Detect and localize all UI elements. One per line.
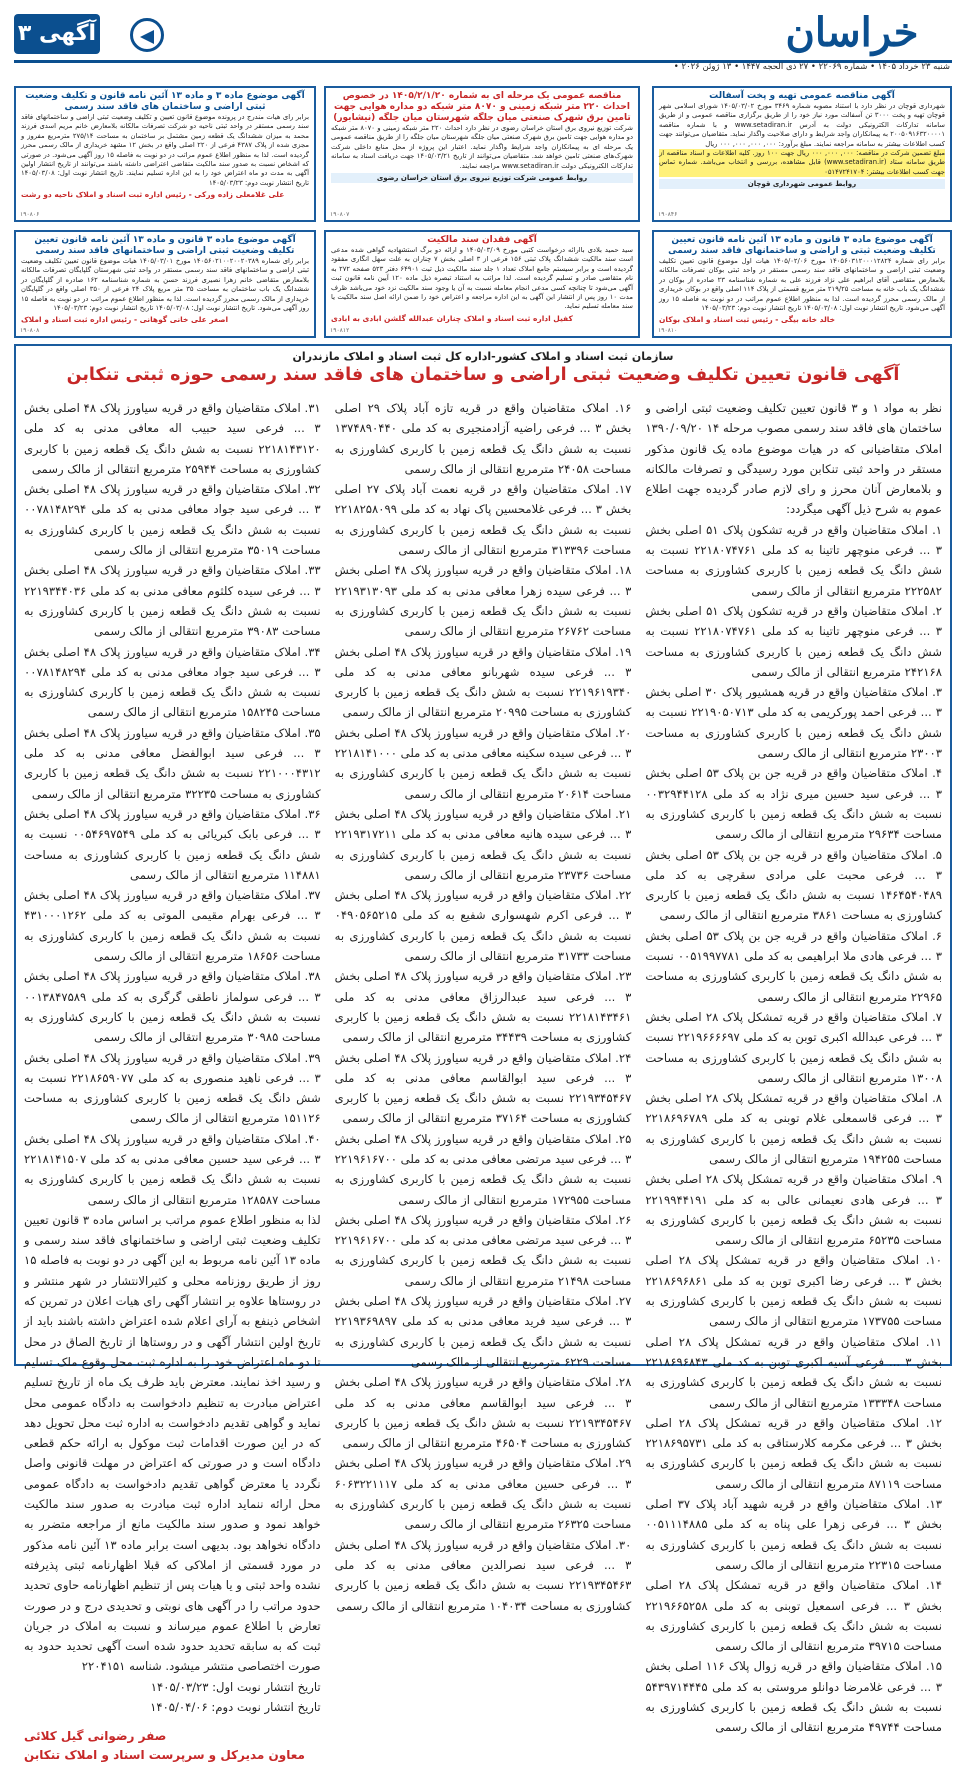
notice-item-location: املاک متقاضیان واقع در قریه تمشکل پلاک ۲۸ اصلی بخش ۳	[645, 1415, 942, 1451]
notice-item-number: ۱۱	[929, 1334, 942, 1349]
notice-item-text: فرعی سیده سکینه معافی مدنی به کد ملی ۲۲۱۸۱۴۱۰۰۰ نسبت به شش دانگ یک قطعه زمین با کاربری کشاورزی به مساحت ۲۰۶۱۴ مترمربع انتقالی از مالک رسمی	[334, 746, 632, 801]
notice-item-location: املاک متقاضیان واقع در قریه تمشکل پلاک ۲۸ اصلی بخش ۳	[645, 1334, 942, 1369]
notice-item: ۱۴. املاک متقاضیان واقع در قریه تمشکل پلاک ۲۸ اصلی بخش ۳ ... فرعی اسمعیل توبنی به کد ملی ۲۲۱۹۶۶۵۲۵۸ نسبت به شش دانگ یک قطعه زمین با کاربری کشاورزی به مساحت ۳۹۷۱۵ مترمربع انتقالی از مالک رسمی	[645, 1578, 942, 1654]
notice-item-text: فرعی سید ابوالفضل معافی مدنی به کد ملی ۲۲۱۰۰۰۴۳۱۲ نسبت به شش دانگ یک قطعه زمین با کاربری کشاورزی به مساحت ۳۲۲۳۵ مترمربع انتقالی از مالک رسمی	[23, 746, 321, 801]
notice-item-text: فرعی غلامرضا دوانلو مروستی به کد ملی ۵۴۳۹۷۱۴۴۴۵ نسبت به شش دانگ یک قطعه زمین با کاربری کشاورزی به مساحت ۴۹۷۴۴ مترمربع انتقالی از مالک رسمی	[645, 1679, 942, 1735]
notice-item: ۱۷. املاک متقاضیان واقع در قریه نعمت آباد پلاک ۲۷ اصلی بخش ۳ ... فرعی غلامحسین پاک نهاد به کد ملی ۲۲۱۸۲۵۸۰۹۹ نسبت به شش دانگ یک قطعه زمین با کاربری کشاورزی به مساحت ۳۱۳۳۹۶ مترمربع انتقالی از مالک رسمی	[334, 482, 632, 558]
notice-item-number: ۲۷	[618, 1294, 632, 1309]
notice-item-number: ۲۴	[618, 1050, 632, 1065]
notice-organization: سازمان ثبت اسناد و املاک کشور-اداره کل ثبت اسناد و املاک مازندران	[292, 350, 674, 363]
notice-item-number: ۳۹	[308, 1050, 321, 1065]
notice-item-number: ۳۵	[308, 725, 321, 740]
notice-item: ۳۳. املاک متقاضیان واقع در قریه سیاورز پلاک ۴۸ اصلی بخش ۳ ... فرعی سیده کلثوم معافی مدنی به کد ملی ۲۲۱۹۳۴۴۰۳۶ نسبت به شش دانگ یک قطعه زمین با کاربری کشاورزی به مساحت ۳۹۰۸۳ مترمربع انتقالی از مالک رسمی	[23, 563, 321, 639]
ad-code: ۱۹۰۸۴۶	[658, 211, 678, 218]
notice-item-text: فرعی محبت علی مرادی سقرچی به کد ملی ۱۴۶۴۵۴۰۴۸۹ نسبت به شش دانگ یک قطعه زمین با کاربری کشاورزی به مساحت ۳۸۶۱ مترمربع انتقالی از مالک رسمی	[645, 867, 942, 923]
notice-intro: نظر به مواد ۱ و ۳ قانون تعیین تکلیف وضعیت ثبتی اراضی و ساختمان های فاقد سند رسمی مصوب مرحله ۱۴ ۱۳۹۰/۰۹/۲۰ املاک متقاضیانی که در هیات موضوع ماده یک قانون مذکور مستقر در واحد ثبتی تنکابن مورد رسیدگی و تصرفات مالکانه و بلامعارض آنان محرز و رای لازم صادر گردیده جهت اطلاع عموم به شرح ذیل آگهی میگردد:	[645, 401, 943, 517]
notice-item-text: فرعی اسمعیل توبنی به کد ملی ۲۲۱۹۶۶۵۲۵۸ نسبت به شش دانگ یک قطعه زمین با کاربری کشاورزی به مساحت ۳۹۷۱۵ مترمربع انتقالی از مالک رسمی	[645, 1598, 942, 1654]
notice-item-location: املاک متقاضیان واقع در قریه سیاورز پلاک ۴۸ اصلی بخش ۳	[23, 644, 321, 679]
notice-item: ۲۸. املاک متقاضیان واقع در قریه سیاورز پلاک ۴۸ اصلی بخش ۳ ... فرعی سید ابوالقاسم معافی مدنی به کد ملی ۲۲۱۹۳۴۵۴۶۷ نسبت به شش دانگ یک قطعه زمین با کاربری کشاورزی به مساحت ۴۶۵۰۴ مترمربع انتقالی از مالک رسمی	[334, 1375, 632, 1451]
notice-item-location: املاک متقاضیان واقع در قریه سیاورز پلاک ۴۸ اصلی بخش ۳	[334, 1456, 632, 1491]
notice-item-number: ۸	[935, 1091, 942, 1106]
notice-item: ۱۱. املاک متقاضیان واقع در قریه تمشکل پلاک ۲۸ اصلی بخش ۳ ... فرعی آسیه اکبری توبن به کد ملی ۲۲۱۸۶۹۶۸۴۳ نسبت به شش دانگ یک قطعه زمین با کاربری کشاورزی به مساحت ۱۳۳۳۴۸ مترمربع انتقالی از مالک رسمی	[645, 1334, 942, 1410]
notice-item-text: فرعی سیده شهربانو معافی مدنی به کد ملی ۲۲۱۹۶۱۹۳۴۰ نسبت به شش دانگ یک قطعه زمین با کاربری کشاورزی به مساحت ۲۰۹۹۵ مترمربع انتقالی از مالک رسمی	[334, 664, 632, 720]
notice-signer	[24, 1727, 321, 1765]
notice-item-text: فرعی هادی نعیمانی عالی به کد ملی ۲۲۱۹۹۴۴۱۹۱ نسبت به شش دانگ یک قطعه زمین با کاربری کشاورزی به مساحت ۶۵۲۳۵ مترمربع انتقالی از مالک رسمی	[645, 1192, 942, 1248]
notice-date: تاریخ انتشار نوبت اول: ۱۴۰۵/۰۳/۲۳	[150, 1679, 321, 1694]
notice-item-text: فرعی سید عبدالرزاق معافی مدنی به کد ملی ۲۲۱۸۱۴۳۴۶۱ نسبت به شش دانگ یک قطعه زمین با کاربری کشاورزی به مساحت ۳۴۴۳۹ مترمربع انتقالی از مالک رسمی	[334, 989, 632, 1045]
notice-item: ۲. املاک متقاضیان واقع در قریه تشکون پلاک ۵۱ اصلی بخش ۳ ... فرعی منوچهر تاتینا به کد ملی ۲۲۱۸۰۷۴۷۶۱ نسبت به شش دانگ یک قطعه زمین با کاربری کشاورزی به مساحت ۲۴۲۱۶۸ مترمربع انتقالی از مالک رسمی	[645, 603, 943, 679]
ad-asphalt-tender	[652, 86, 952, 222]
ad-detail: مبلغ تضمین شرکت در مناقصه: ۰۰۰, ۰۰۰, ۰۰۰ ریال جهت ۱۰۰ روز. کلیه اطلاعات و اسناد مناقصه از طریق سامانه ستاد (www.setadiran.ir) قابل مشاهده، بررسی و انتخاب می‌باشد. شماره تماس جهت کسب اطلاعات بیشتر: ۰۵۱۴۷۲۴۱۷۰۴	[659, 149, 945, 176]
notice-item-number: ۱۵	[929, 1659, 942, 1674]
notice-item-location: املاک متقاضیان واقع در قریه تمشکل پلاک ۲۸ اصلی بخش ۳	[645, 1253, 942, 1288]
notice-item-number: ۳۴	[308, 644, 321, 659]
notice-item-location: املاک متقاضیان واقع در قریه تمشکل پلاک ۲۸ اصلی بخش ۳	[645, 1578, 942, 1613]
ad-title: مناقصه عمومی یک مرحله ای به شماره ۱۴۰۵/۲/۱/۲۰ در خصوص احداث ۲۲۰ متر شبکه زمینی و ۸۰۷۰ متر شبکه دو مداره هوایی جهت تامین برق شهرک صنعتی میان جلگه شهرستان میان جلگه (نیشابور)	[333, 91, 631, 123]
notice-item-number: ۲۸	[618, 1375, 632, 1390]
notice-item-number: ۲۶	[618, 1212, 632, 1227]
notice-item-text: فرعی راضیه آزادمنجیری به کد ملی ۱۳۷۴۸۹۰۴۴۰ نسبت به شش دانگ یک قطعه زمین با کاربری کشاورزی به مساحت ۲۴۰۵۸ مترمربع انتقالی از مالک رسمی	[334, 421, 632, 476]
notice-item-text: فرعی سید فرید معافی مدنی به کد ملی ۲۲۱۹۳۶۹۸۹۷ نسبت به شش دانگ یک قطعه زمین با کاربری کشاورزی به مساحت ۶۲۲۹ مترمربع انتقالی از مالک رسمی	[334, 1314, 632, 1369]
notice-item-location: املاک متقاضیان واقع در قریه سیاورز پلاک ۴۸ اصلی بخش ۳	[334, 888, 632, 923]
notice-item-location: املاک متقاضیان واقع در قریه تشکون پلاک ۵۱ اصلی بخش ۳	[645, 603, 942, 639]
notice-item-location: املاک متقاضیان واقع در قریه سیاورز پلاک ۴۸ اصلی بخش ۳	[334, 1212, 632, 1248]
notice-item: ۲۹. املاک متقاضیان واقع در قریه سیاورز پلاک ۴۸ اصلی بخش ۳ ... فرعی حسین معافی مدنی به کد ملی ۶۰۶۳۲۲۱۱۱۷ نسبت به شش دانگ یک قطعه زمین با کاربری کشاورزی به مساحت ۲۶۳۲۵ مترمربع انتقالی از مالک رسمی	[334, 1456, 632, 1532]
notice-item: ۳۲. املاک متقاضیان واقع در قریه سیاورز پلاک ۴۸ اصلی بخش ۳ ... فرعی سید جواد معافی مدنی به کد ملی ۰۰۷۸۱۴۸۲۹۴ نسبت به شش دانگ یک قطعه زمین با کاربری کشاورزی به مساحت ۳۵۰۱۹ مترمربع انتقالی از مالک رسمی	[23, 482, 321, 558]
notice-item-number: ۲۱	[618, 806, 632, 821]
notice-item-location: املاک متقاضیان واقع در قریه سیاورز پلاک ۴۸ اصلی بخش ۳	[23, 401, 321, 436]
notice-item-location: املاک متقاضیان واقع در قریه تشکون پلاک ۵۱ اصلی بخش ۳	[645, 522, 942, 558]
notice-item-location: املاک متقاضیان واقع در قریه سیاورز پلاک ۴۸ اصلی بخش ۳	[334, 1375, 632, 1410]
notice-item-text: فرعی رضا اکبری توبن به کد ملی ۲۲۱۸۶۹۶۸۶۱ نسبت به شش دانگ یک قطعه زمین با کاربری کشاورزی به مساحت ۱۷۳۷۵۵ مترمربع انتقالی از مالک رسمی	[645, 1273, 942, 1329]
ad-body: شرکت توزیع نیروی برق استان خراسان رضوی در نظر دارد احداث ۲۲۰ متر شبکه زمینی و ۸۰۷۰ متر شبکه دو مداره هوایی جهت تامین برق شهرک صنعتی میان جلگه شهرستان میان جلگه را از طریق مناقصه عمومی یک مرحله ای به پیمانکاران واجد شرایط واگذار نماید. اعتبار این پروژه از محل منابع داخلی شرکت شهرک‌های صنعتی تامین خواهد شد. متقاضیان می‌توانند از تاریخ ۱۴۰۵/۰۳/۲۱ جهت دریافت اسناد به سامانه تدارکات الکترونیکی دولت www.setadiran.ir مراجعه نمایند.	[331, 124, 633, 170]
notice-item: ۲۳. املاک متقاضیان واقع در قریه سیاورز پلاک ۴۸ اصلی بخش ۳ ... فرعی سید عبدالرزاق معافی مدنی به کد ملی ۲۲۱۸۱۴۳۴۶۱ نسبت به شش دانگ یک قطعه زمین با کاربری کشاورزی به مساحت ۳۴۴۳۹ مترمربع انتقالی از مالک رسمی	[334, 969, 632, 1045]
notice-item-location: املاک متقاضیان واقع در قریه سیاورز پلاک ۴۸ اصلی بخش ۳	[334, 1131, 632, 1166]
notice-item: ۱. املاک متقاضیان واقع در قریه تشکون پلاک ۵۱ اصلی بخش ۳ ... فرعی منوچهر تاتینا به کد ملی ۲۲۱۸۰۷۴۷۶۱ نسبت به شش دانگ یک قطعه زمین با کاربری کشاورزی به مساحت ۲۲۲۵۸۲ مترمربع انتقالی از مالک رسمی	[645, 522, 943, 598]
notice-item-location: املاک متقاضیان واقع در قریه سیاورز پلاک ۴۸ اصلی بخش ۳	[334, 1294, 632, 1329]
notice-item: ۱۶. املاک متقاضیان واقع در قریه تازه آباد پلاک ۲۹ اصلی بخش ۳ ... فرعی راضیه آزادمنجیری به کد ملی ۱۳۷۴۸۹۰۴۴۰ نسبت به شش دانگ یک قطعه زمین با کاربری کشاورزی به مساحت ۲۴۰۵۸ مترمربع انتقالی از مالک رسمی	[334, 401, 632, 476]
notice-item-location: املاک متقاضیان واقع در قریه سیاورز پلاک ۴۸ اصلی بخش ۳	[334, 1050, 632, 1085]
notice-item-text: فرعی سیده زهرا معافی مدنی به کد ملی ۲۲۱۹۳۱۳۰۹۳ نسبت به شش دانگ یک قطعه زمین با کاربری کشاورزی به مساحت ۲۶۷۶۲ مترمربع انتقالی از مالک رسمی	[334, 583, 632, 639]
notice-item-text: فرعی سید جواد معافی مدنی به کد ملی ۰۰۷۸۱۴۸۲۹۴ نسبت به شش دانگ یک قطعه زمین با کاربری کشاورزی به مساحت ۳۵۰۱۹ مترمربع انتقالی از مالک رسمی	[23, 502, 321, 558]
notice-item: ۵. املاک متقاضیان واقع در قریه جن بن پلاک ۵۳ اصلی بخش ۳ ... فرعی محبت علی مرادی سقرچی به کد ملی ۱۴۶۴۵۴۰۴۸۹ نسبت به شش دانگ یک قطعه زمین با کاربری کشاورزی به مساحت ۳۸۶۱ مترمربع انتقالی از مالک رسمی	[645, 847, 942, 923]
notice-item-location: املاک متقاضیان واقع در قریه جن بن پلاک ۵۳ اصلی بخش ۳	[645, 766, 942, 801]
notice-item: ۱۲. املاک متقاضیان واقع در قریه تمشکل پلاک ۲۸ اصلی بخش ۳ ... فرعی مکرمه کلارستاقی به کد ملی ۲۲۱۸۶۹۵۷۳۱ نسبت به شش دانگ یک قطعه زمین با کاربری کشاورزی به مساحت ۸۷۱۱۹ مترمربع انتقالی از مالک رسمی	[645, 1415, 942, 1491]
ad-title: آگهی فقدان سند مالکیت	[427, 235, 537, 245]
notice-item-text: فرعی سید حسین معافی مدنی به کد ملی ۲۲۱۸۱۴۱۵۰۷ نسبت به شش دانگ یک قطعه زمین با کاربری کشاورزی به مساحت ۱۲۸۵۸۷ مترمربع انتقالی از مالک رسمی	[23, 1151, 321, 1207]
notice-item: ۴۰. املاک متقاضیان واقع در قریه سیاورز پلاک ۴۸ اصلی بخش ۳ ... فرعی سید حسین معافی مدنی به کد ملی ۲۲۱۸۱۴۱۵۰۷ نسبت به شش دانگ یک قطعه زمین با کاربری کشاورزی به مساحت ۱۲۸۵۸۷ مترمربع انتقالی از مالک رسمی	[23, 1131, 321, 1207]
notice-item-text: فرعی سید ابوالقاسم معافی مدنی به کد ملی ۲۲۱۹۳۴۵۴۶۷ نسبت به شش دانگ یک قطعه زمین با کاربری کشاورزی به مساحت ۳۷۱۶۴ مترمربع انتقالی از مالک رسمی	[334, 1070, 632, 1126]
notice-item-location: املاک متقاضیان واقع در قریه سیاورز پلاک ۴۸ اصلی بخش ۳	[23, 563, 321, 598]
masthead	[0, 0, 966, 78]
notice-item-location: املاک متقاضیان واقع در قریه سیاورز پلاک ۴۸ اصلی بخش ۳	[334, 563, 632, 598]
notice-item-number: ۳	[935, 685, 942, 700]
notice-item-location: املاک متقاضیان واقع در قریه سیاورز پلاک ۴۸ اصلی بخش ۳	[334, 725, 632, 761]
notice-item-number: ۳۲	[308, 482, 321, 497]
notice-item-location: املاک متقاضیان واقع در قریه سیاورز پلاک ۴۸ اصلی بخش ۳	[23, 1050, 321, 1085]
notice-item-number: ۲۵	[618, 1131, 632, 1146]
ad-body: شهرداری قوچان در نظر دارد با استناد مصوبه شماره ۳۴۶۹ مورخ ۱۴۰۵/۰۳/۰۲ شورای اسلامی شهر قوچان تهیه و پخت ۳۰۰۰ تن آسفالت مورد نیاز خود را از طریق برگزاری مناقصه عمومی و از طریق سامانه تدارکات الکترونیکی دولت به آدرس www.setadiran.ir و با شماره مناقصه ۲۰۰۵۰۹۱۶۳۲۰۰۰۰۱ به پیمانکاران واجد شرایط و دارای صلاحیت واگذار نماید. متقاضیان می‌توانند جهت کسب اطلاعات بیشتر به سامانه مراجعه نمایند. مبلغ برآورد: ۰۰۰, ۰۰۰, ۰۰۰, ۰۰۰ ریال	[659, 102, 946, 148]
notice-item-text: فرعی سید نصرالدین معافی مدنی به کد ملی ۲۲۱۹۳۴۵۴۶۳ نسبت به شش دانگ یک قطعه زمین با کاربری کشاورزی به مساحت ۱۰۴۰۳۴ مترمربع انتقالی از مالک رسمی	[334, 1557, 632, 1613]
notice-item-location: املاک متقاضیان واقع در قریه سیاورز پلاک ۴۸ اصلی بخش ۳	[23, 482, 321, 517]
ad-registry-golpayegan	[14, 230, 316, 338]
notice-item: ۳۴. املاک متقاضیان واقع در قریه سیاورز پلاک ۴۸ اصلی بخش ۳ ... فرعی سید جواد معافی مدنی به کد ملی ۰۰۷۸۱۴۸۲۹۴ نسبت به شش دانگ یک قطعه زمین با کاربری کشاورزی به مساحت ۱۵۸۲۴۵ مترمربع انتقالی از مالک رسمی	[23, 644, 321, 720]
notice-column-middle	[334, 398, 632, 1613]
notice-item-number: ۴	[935, 766, 942, 781]
notice-item: ۹. املاک متقاضیان واقع در قریه تمشکل پلاک ۲۸ اصلی بخش ۳ ... فرعی هادی نعیمانی عالی به کد ملی ۲۲۱۹۹۴۴۱۹۱ نسبت به شش دانگ یک قطعه زمین با کاربری کشاورزی به مساحت ۶۵۲۳۵ مترمربع انتقالی از مالک رسمی	[645, 1172, 942, 1248]
notice-item-text: فرعی قاسمعلی غلام توبنی به کد ملی ۲۲۱۸۶۹۶۷۸۹ نسبت به شش دانگ یک قطعه زمین با کاربری کشاورزی به مساحت ۱۹۴۲۵۵ مترمربع انتقالی از مالک رسمی	[645, 1111, 942, 1166]
ad-body: سید حمید بلادی باارائه درخواست کتبی مورخ ۱۴۰۵/۰۳/۰۹ و ارائه دو برگ استشهادیه گواهی شده مدعی است سند مالکیت ششدانگ پلاک ثبتی ۱۵۶ فرعی از ۳ اصلی بخش ۷ چناران به علت سهل انگاری مفقود گردیده است و برابر سیستم جامع املاک تعداد ۱ جلد سند مالکیت ذیل ثبت ۶۴۹۰۱ دفتر ۵۲۳ صفحه ۲۷۲ به نام متقاضی صادر و تسلیم گردیده است. لذا مراتب به استناد تبصره ذیل ماده ۱۲۰ آیین نامه قانون ثبت آگهی می‌شود تا چنانچه کسی مدعی انجام معامله نسبت به آن یا وجود سند مالکیت نزد خود می‌باشد ظرف مدت ۱۰ روز پس از انتشار این آگهی به این اداره مراجعه و اعتراض خود را ضمن ارائه اصل سند مالکیت یا سند معامله تسلیم نماید.	[331, 246, 633, 311]
notice-item: ۲۴. املاک متقاضیان واقع در قریه سیاورز پلاک ۴۸ اصلی بخش ۳ ... فرعی سید ابوالقاسم معافی مدنی به کد ملی ۲۲۱۹۳۴۵۴۶۷ نسبت به شش دانگ یک قطعه زمین با کاربری کشاورزی به مساحت ۳۷۱۶۴ مترمربع انتقالی از مالک رسمی	[334, 1050, 632, 1126]
notice-item-number: ۱۳	[929, 1497, 942, 1512]
notice-item-location: املاک متقاضیان واقع در قریه سیاورز پلاک ۴۸ اصلی بخش ۳	[23, 969, 321, 1004]
notice-item-text: فرعی غلامحسین پاک نهاد به کد ملی ۲۲۱۸۲۵۸۰۹۹ نسبت به شش دانگ یک قطعه زمین با کاربری کشاورزی به مساحت ۳۱۳۳۹۶ مترمربع انتقالی از مالک رسمی	[334, 502, 632, 558]
notice-item-location: املاک متقاضیان واقع در قریه تمشکل پلاک ۲۸ اصلی بخش ۳	[645, 1091, 942, 1126]
notice-item-text: فرعی بهرام مقیمی الموتی به کد ملی ۴۳۱۰۰۰۱۲۶۲ نسبت به شش دانگ یک قطعه زمین با کاربری کشاورزی به مساحت ۱۸۶۵۶ مترمربع انتقالی از مالک رسمی	[23, 908, 321, 964]
notice-item-location: املاک متقاضیان واقع در قریه سیاورز پلاک ۴۸ اصلی بخش ۳	[23, 1131, 321, 1166]
signer-name: صفر رضوانی گیل کلائی	[23, 1729, 167, 1744]
notice-item-text: فرعی بابک کبریائی به کد ملی ۰۰۵۴۶۹۷۵۴۹ نسبت به شش دانگ یک قطعه زمین با کاربری کشاورزی به مساحت ۱۱۴۸۸۱ مترمربع انتقالی از مالک رسمی	[23, 827, 321, 882]
notice-item: ۸. املاک متقاضیان واقع در قریه تمشکل پلاک ۲۸ اصلی بخش ۳ ... فرعی قاسمعلی غلام توبنی به کد ملی ۲۲۱۸۶۹۶۷۸۹ نسبت به شش دانگ یک قطعه زمین با کاربری کشاورزی به مساحت ۱۹۴۲۵۵ مترمربع انتقالی از مالک رسمی	[645, 1091, 942, 1166]
notice-item-text: فرعی حسین معافی مدنی به کد ملی ۶۰۶۳۲۲۱۱۱۷ نسبت به شش دانگ یک قطعه زمین با کاربری کشاورزی به مساحت ۲۶۳۲۵ مترمربع انتقالی از مالک رسمی	[334, 1476, 632, 1532]
ad-signature: کفیل اداره ثبت اسناد و املاک چناران عبدالله گلشن ابادی به ابادی	[331, 313, 573, 323]
notice-item-text: فرعی اکرم شهسواری شفیع به کد ملی ۰۴۹۰۵۶۵۲۱۵ نسبت به شش دانگ یک قطعه زمین با کاربری کشاورزی به مساحت ۳۱۷۳۳ مترمربع انتقالی از مالک رسمی	[334, 908, 632, 964]
notice-item-number: ۳۰	[618, 1537, 632, 1552]
notice-item-number: ۳۶	[308, 806, 321, 821]
newspaper-logo: خراسان	[752, 10, 952, 56]
notice-item-number: ۵	[935, 847, 942, 862]
issue-line: شنبه ۲۳ خرداد ۱۴۰۵ • شماره ۲۲۰۶۹ • ۲۷ ذی الحجه ۱۴۴۷ • ۱۳ ژوئن ۲۰۲۶ •	[673, 62, 950, 72]
notice-item-number: ۲۹	[618, 1456, 632, 1471]
ad-body: برابر رای شماره ۱۴۰۵۶۰۲۱۰۰۲۰۰۲۰۳۸۹ مورخ ۱۴۰۵/۰۳/۰۱ هیات موضوع قانون تعیین تکلیف وضعیت ثبتی اراضی و ساختمانهای فاقد سند رسمی مستقر در واحد ثبتی شهرستان گلپایگان تصرفات مالکانه بلامعارض متقاضی خانم زهرا نصیری فرزند حسن به شماره شناسنامه ۱۶۲ صادره از گلپایگان در ششدانگ یک باب ساختمان به مساحت ۳۵ متر مربع پلاک ۲۴ فرعی از ۳۵۰ اصلی واقع در گلپایگان خریداری از مالک رسمی محرز گردیده است. لذا به منظور اطلاع عموم مراتب در دو نوبت به فاصله ۱۵ روز آگهی می‌شود. تاریخ انتشار نوبت اول: ۱۴۰۵/۰۳/۰۸ تاریخ انتشار نوبت دوم: ۱۴۰۵/۰۳/۲۳	[21, 257, 310, 313]
notice-item-location: املاک متقاضیان واقع در قریه سیاورز پلاک ۴۸ اصلی بخش ۳	[23, 725, 321, 761]
section-badge	[14, 14, 100, 54]
notice-item: ۲۶. املاک متقاضیان واقع در قریه سیاورز پلاک ۴۸ اصلی بخش ۳ ... فرعی سید مرتضی معافی مدنی به کد ملی ۲۲۱۹۶۱۶۷۰۰ نسبت به شش دانگ یک قطعه زمین با کاربری کشاورزی به مساحت ۲۱۴۹۸ مترمربع انتقالی از مالک رسمی	[334, 1212, 632, 1288]
notice-item-text: فرعی سید مرتضی معافی مدنی به کد ملی ۲۲۱۹۶۱۶۷۰۰ نسبت به شش دانگ یک قطعه زمین با کاربری کشاورزی به مساحت ۱۷۲۹۵۵ مترمربع انتقالی از مالک رسمی	[334, 1151, 632, 1207]
megaphone-icon	[130, 18, 164, 52]
notice-item: ۱۹. املاک متقاضیان واقع در قریه سیاورز پلاک ۴۸ اصلی بخش ۳ ... فرعی سیده شهربانو معافی مدنی به کد ملی ۲۲۱۹۶۱۹۳۴۰ نسبت به شش دانگ یک قطعه زمین با کاربری کشاورزی به مساحت ۲۰۹۹۵ مترمربع انتقالی از مالک رسمی	[334, 644, 632, 720]
notice-item-number: ۳۸	[308, 969, 321, 984]
notice-item-location: املاک متقاضیان واقع در قریه همشیور پلاک ۳۰ اصلی بخش ۳	[645, 685, 942, 720]
notice-item-number: ۱۶	[618, 401, 632, 415]
notice-column-left	[23, 398, 321, 1763]
ad-title: آگهی موضوع ماده ۳ قانون و ماده ۱۳ آئین نامه قانون تعیین تکلیف وضعیت ثبتی و اراضی و ساختمانهای فاقد سند رسمی	[668, 235, 936, 256]
notice-item-location: املاک متقاضیان واقع در قریه نعمت آباد پلاک ۲۷ اصلی بخش ۳	[334, 482, 632, 517]
notice-item-number: ۲۲	[618, 888, 632, 903]
section-label: آگهی	[38, 21, 97, 46]
notice-item-number: ۳۷	[308, 888, 321, 903]
notice-item-text: فرعی مکرمه کلارستاقی به کد ملی ۲۲۱۸۶۹۵۷۳۱ نسبت به شش دانگ یک قطعه زمین با کاربری کشاورزی به مساحت ۸۷۱۱۹ مترمربع انتقالی از مالک رسمی	[645, 1436, 942, 1491]
notice-item: ۲۵. املاک متقاضیان واقع در قریه سیاورز پلاک ۴۸ اصلی بخش ۳ ... فرعی سید مرتضی معافی مدنی به کد ملی ۲۲۱۹۶۱۶۷۰۰ نسبت به شش دانگ یک قطعه زمین با کاربری کشاورزی به مساحت ۱۷۲۹۵۵ مترمربع انتقالی از مالک رسمی	[334, 1131, 632, 1207]
notice-item-number: ۶	[935, 928, 942, 943]
notice-item: ۳۰. املاک متقاضیان واقع در قریه سیاورز پلاک ۴۸ اصلی بخش ۳ ... فرعی سید نصرالدین معافی مدنی به کد ملی ۲۲۱۹۳۴۵۴۶۳ نسبت به شش دانگ یک قطعه زمین با کاربری کشاورزی به مساحت ۱۰۴۰۳۴ مترمربع انتقالی از مالک رسمی	[334, 1537, 632, 1613]
ad-code: ۱۹۰۸۰۸	[20, 327, 40, 334]
notice-item-location: املاک متقاضیان واقع در قریه سیاورز پلاک ۴۸ اصلی بخش ۳	[334, 969, 632, 1004]
notice-item: ۱۵. املاک متقاضیان واقع در قریه زوال پلاک ۱۱۶ اصلی بخش ۳ ... فرعی غلامرضا دوانلو مروستی به کد ملی ۵۴۳۹۷۱۴۴۴۵ نسبت به شش دانگ یک قطعه زمین با کاربری کشاورزی به مساحت ۴۹۷۴۴ مترمربع انتقالی از مالک رسمی	[645, 1659, 942, 1735]
notice-closing: لذا به منظور اطلاع عموم مراتب بر اساس ماده ۳ قانون تعیین تکلیف وضعیت ثبتی اراضی و ساختمانهای فاقد سند رسمی و ماده ۱۳ آئین نامه مربوط به این آگهی در دو نوبت به فاصله ۱۵ روز از طریق روزنامه محلی و کثیرالانتشار در شهر منتشر و در روستاها علاوه بر انتشار آگهی رای هیات اعلان در تمرین که اشخاص ذینفع به آرای اعلام شده اعتراض داشته باشند باید از تاریخ اولین انتشار آگهی و در روستاها از تاریخ الصاق در محل تا دو ماه اعتراض خود را به اداره ثبت محل وقوع ملک تسلیم و رسید اخذ نمایند. معترض باید ظرف یک ماه از تاریخ تسلیم اعتراض مبادرت به تنظیم دادخواست به دادگاه عمومی محل نماید و گواهی تقدیم دادخواست به اداره ثبت محل تحویل دهد که در این صورت اقدامات ثبت موکول به ارائه حکم قطعی دادگاه است و در صورتی که اعتراض در مهلت قانونی واصل نگردد یا معترض گواهی تقدیم دادخواست به دادگاه عمومی محل ارائه ننماید اداره ثبت مبادرت به صدور سند مالکیت خواهد نمود و صدور سند مالکیت مانع از مراجعه متضرر به دادگاه نخواهد بود. بدیهی است برابر ماده ۱۳ آئین نامه مذکور در مورد قسمتی از املاکی که قبلا اظهارنامه ثبتی پذیرفته نشده واحد ثبتی و یا هیات پس از تنظیم اظهارنامه حاوی تحدید حدود مراتب را در آگهی های نوبتی و تحدیدی درج و در صورت تعارض با اطلاع عموم میرساند و نسبت به املاک در جریان ثبت که به سابقه تحدید حدود شده است آگهی تحدید حدود به صورت اختصاصی منتشر میشود. شناسه ۲۲۰۴۱۵۱	[23, 1212, 321, 1674]
notice-item-number: ۱۲	[929, 1415, 942, 1430]
notice-item-number: ۱۰	[929, 1253, 942, 1268]
notice-item: ۳۵. املاک متقاضیان واقع در قریه سیاورز پلاک ۴۸ اصلی بخش ۳ ... فرعی سید ابوالفضل معافی مدنی به کد ملی ۲۲۱۰۰۰۴۳۱۲ نسبت به شش دانگ یک قطعه زمین با کاربری کشاورزی به مساحت ۳۲۲۳۵ مترمربع انتقالی از مالک رسمی	[23, 725, 321, 801]
ad-signature: روابط عمومی شرکت توزیع نیروی برق استان خراسان رضوی	[331, 173, 633, 183]
notice-item-number: ۲۰	[618, 725, 632, 740]
notice-item: ۲۲. املاک متقاضیان واقع در قریه سیاورز پلاک ۴۸ اصلی بخش ۳ ... فرعی اکرم شهسواری شفیع به کد ملی ۰۴۹۰۵۶۵۲۱۵ نسبت به شش دانگ یک قطعه زمین با کاربری کشاورزی به مساحت ۳۱۷۳۳ مترمربع انتقالی از مالک رسمی	[334, 888, 632, 964]
notice-item-text: فرعی سید حسین میری نژاد به کد ملی ۰۰۳۲۹۴۴۱۲۸ نسبت به شش دانگ یک قطعه زمین با کاربری کشاورزی به مساحت ۲۹۶۳۴ مترمربع انتقالی از مالک رسمی	[645, 786, 942, 842]
ad-title: آگهی مناقصه عمومی تهیه و پخت آسفالت	[709, 91, 895, 101]
notice-item: ۳. املاک متقاضیان واقع در قریه همشیور پلاک ۳۰ اصلی بخش ۳ ... فرعی احمد پورکریمی به کد ملی ۲۲۱۹۰۵۰۷۱۳ نسبت به شش دانگ یک قطعه زمین با کاربری کشاورزی به مساحت ۲۳۰۰۳ مترمربع انتقالی از مالک رسمی	[645, 685, 942, 761]
ad-signature: علی غلامعلی زاده ورکی - رئیس اداره ثبت اسناد و املاک ناحیه دو رشت	[21, 190, 285, 200]
ad-body: برابر رای هیات مندرج در پرونده موضوع قانون تعیین و تکلیف وضعیت ثبتی اراضی و ساختمانهای فاقد سند رسمی مستقر در واحد ثبتی ناحیه دو شرکت تصرفات مالکانه بلامعارض خانم مریم اسدی فرزند محمد به میزان ششدانگ یک قطعه زمین مشتمل بر ساختمان به مساحت ۲۷۵/۱۴ مترمربع مفروز و مجزی شده از پلاک ۴۳۸۷ فرعی از ۲۲۰ اصلی واقع در بخش ۱۲ مشهد خریداری از مالک رسمی محرز گردیده است. لذا به منظور اطلاع عموم مراتب در دو نوبت به فاصله ۱۵ روز آگهی می‌شود. در صورتی که اشخاص نسبت به صدور سند مالکیت متقاضی اعتراضی داشته باشند می‌توانند از تاریخ انتشار اولین آگهی به مدت دو ماه اعتراض خود را به این اداره تسلیم نمایند. تاریخ انتشار نوبت اول: ۱۴۰۵/۰۳/۰۸ تاریخ انتشار نوبت دوم: ۱۴۰۵/۰۳/۲۳	[21, 113, 310, 187]
ad-body: برابر رای شماره ۱۴۰۵۶۰۳۱۲۰۰۰۱۲۸۲۴ مورخ ۱۴۰۵/۰۲/۰۶ هیات اول موضوع قانون تعیین تکلیف وضعیت ثبتی اراضی و ساختمانهای فاقد سند رسمی مستقر در واحد ثبتی بوکان تصرفات مالکانه بلامعارض متقاضی آقای ابراهیم علی نژاد فرزند علی به شماره شناسنامه ۲۳ صادره از بوکان در ششدانگ یک باب خانه به مساحت ۲۱۹/۲۵ متر مربع قسمتی از پلاک ۱۱۴ اصلی واقع در بوکان خریداری از مالک رسمی محرز گردیده است. لذا به منظور اطلاع عموم مراتب در دو نوبت به فاصله ۱۵ روز آگهی می‌شود. تاریخ انتشار نوبت اول: ۱۴۰۵/۰۳/۰۸ تاریخ انتشار نوبت دوم: ۱۴۰۵/۰۳/۲۳	[659, 257, 946, 313]
notice-item: ۱۰. املاک متقاضیان واقع در قریه تمشکل پلاک ۲۸ اصلی بخش ۳ ... فرعی رضا اکبری توبن به کد ملی ۲۲۱۸۶۹۶۸۶۱ نسبت به شش دانگ یک قطعه زمین با کاربری کشاورزی به مساحت ۱۷۳۷۵۵ مترمربع انتقالی از مالک رسمی	[645, 1253, 942, 1329]
notice-item-text: فرعی سیده کلثوم معافی مدنی به کد ملی ۲۲۱۹۳۴۴۰۳۶ نسبت به شش دانگ یک قطعه زمین با کاربری کشاورزی به مساحت ۳۹۰۸۳ مترمربع انتقالی از مالک رسمی	[23, 583, 321, 639]
notice-date: تاریخ انتشار نوبت دوم: ۱۴۰۵/۰۴/۰۶	[150, 1700, 321, 1714]
notice-item-location: املاک متقاضیان واقع در قریه سیاورز پلاک ۴۸ اصلی بخش ۳	[334, 806, 632, 842]
main-notice-header	[16, 346, 950, 387]
notice-item-location: املاک متقاضیان واقع در قریه سیاورز پلاک ۴۸ اصلی بخش ۳	[334, 1537, 632, 1572]
notice-item: ۷. املاک متقاضیان واقع در قریه تمشکل پلاک ۲۸ اصلی بخش ۳ ... فرعی عبدالله اکبری توبن به کد ملی ۲۲۱۹۶۶۶۶۹۷ نسبت به شش دانگ یک قطعه زمین با کاربری کشاورزی به مساحت ۱۳۰۰۸ مترمربع انتقالی از مالک رسمی	[645, 1009, 942, 1085]
ad-signature: اصغر علی خانی گوهانی - رئیس اداره ثبت اسناد و املاک	[21, 315, 229, 325]
notice-item-text: فرعی عبدالله اکبری توبن به کد ملی ۲۲۱۹۶۶۶۶۹۷ نسبت به شش دانگ یک قطعه زمین با کاربری کشاورزی به مساحت ۱۳۰۰۸ مترمربع انتقالی از مالک رسمی	[645, 1030, 942, 1085]
notice-item-location: املاک متقاضیان واقع در قریه شهید آباد پلاک ۳۷ اصلی بخش ۳	[645, 1497, 942, 1532]
notice-item-text: فرعی احمد پورکریمی به کد ملی ۲۲۱۹۰۵۰۷۱۳ نسبت به شش دانگ یک قطعه زمین با کاربری کشاورزی به مساحت ۲۳۰۰۳ مترمربع انتقالی از مالک رسمی	[645, 705, 942, 761]
page-number: ۳	[17, 21, 32, 46]
notice-item: ۳۱. املاک متقاضیان واقع در قریه سیاورز پلاک ۴۸ اصلی بخش ۳ ... فرعی سید حبیب اله معافی مدنی به کد ملی ۲۲۱۸۱۴۳۱۲۰ نسبت به شش دانگ یک قطعه زمین با کاربری کشاورزی به مساحت ۲۵۹۴۴ مترمربع انتقالی از مالک رسمی	[23, 401, 321, 476]
notice-item-number: ۳۳	[308, 563, 321, 578]
notice-item: ۲۱. املاک متقاضیان واقع در قریه سیاورز پلاک ۴۸ اصلی بخش ۳ ... فرعی سیده هانیه معافی مدنی به کد ملی ۲۲۱۹۳۱۷۲۱۱ نسبت به شش دانگ یک قطعه زمین با کاربری کشاورزی به مساحت ۲۳۷۳۶ مترمربع انتقالی از مالک رسمی	[334, 806, 632, 882]
ad-code: ۱۹۰۸۰۷	[330, 211, 350, 218]
notice-item-number: ۱۴	[929, 1578, 942, 1593]
notice-item-text: فرعی ناهید منصوری به کد ملی ۲۲۱۸۶۵۹۰۷۷ نسبت به شش دانگ یک قطعه زمین با کاربری کشاورزی به مساحت ۱۵۱۱۲۶ مترمربع انتقالی از مالک رسمی	[23, 1070, 321, 1126]
notice-item: ۲۷. املاک متقاضیان واقع در قریه سیاورز پلاک ۴۸ اصلی بخش ۳ ... فرعی سید فرید معافی مدنی به کد ملی ۲۲۱۹۳۶۹۸۹۷ نسبت به شش دانگ یک قطعه زمین با کاربری کشاورزی به مساحت ۶۲۲۹ مترمربع انتقالی از مالک رسمی	[334, 1294, 632, 1369]
ad-registry-bukan	[652, 230, 952, 338]
notice-item-text: فرعی منوچهر تاتینا به کد ملی ۲۲۱۸۰۷۴۷۶۱ نسبت به شش دانگ یک قطعه زمین با کاربری کشاورزی به مساحت ۲۲۲۵۸۲ مترمربع انتقالی از مالک رسمی	[645, 543, 942, 598]
ad-code: ۱۹۰۸۰۶	[20, 211, 40, 218]
ad-lost-deed	[324, 230, 640, 338]
ad-registry-rasht	[14, 86, 316, 222]
notice-item-location: املاک متقاضیان واقع در قریه سیاورز پلاک ۴۸ اصلی بخش ۳	[23, 806, 321, 842]
notice-item-number: ۷	[935, 1009, 942, 1024]
notice-item-location: املاک متقاضیان واقع در قریه تمشکل پلاک ۲۸ اصلی بخش ۳	[645, 1009, 942, 1045]
notice-item-text: فرعی سید مرتضی معافی مدنی به کد ملی ۲۲۱۹۶۱۶۷۰۰ نسبت به شش دانگ یک قطعه زمین با کاربری کشاورزی به مساحت ۲۱۴۹۸ مترمربع انتقالی از مالک رسمی	[334, 1233, 632, 1288]
notice-item-location: املاک متقاضیان واقع در قریه زوال پلاک ۱۱۶ اصلی بخش ۳	[645, 1659, 942, 1694]
notice-item: ۳۸. املاک متقاضیان واقع در قریه سیاورز پلاک ۴۸ اصلی بخش ۳ ... فرعی سولماز ناطقی گرگری به کد ملی ۰۰۱۳۸۴۷۵۸۹ نسبت به شش دانگ یک قطعه زمین با کاربری کشاورزی به مساحت ۳۰۹۸۵ مترمربع انتقالی از مالک رسمی	[23, 969, 321, 1045]
notice-item-location: املاک متقاضیان واقع در قریه جن بن پلاک ۵۳ اصلی بخش ۳	[645, 928, 942, 964]
ad-signature: روابط عمومی شهرداری قوچان	[659, 179, 945, 189]
notice-item-number: ۱	[935, 522, 943, 537]
main-notice	[14, 344, 952, 1763]
notice-item-number: ۳۱	[308, 401, 321, 415]
ad-signature: خالد خانه بیگی - رئیس ثبت اسناد و املاک بوکان	[659, 315, 836, 325]
ad-code: ۱۹۰۸۱۲	[330, 327, 350, 334]
notice-item-number: ۲۳	[618, 969, 632, 984]
notice-item: ۱۸. املاک متقاضیان واقع در قریه سیاورز پلاک ۴۸ اصلی بخش ۳ ... فرعی سیده زهرا معافی مدنی به کد ملی ۲۲۱۹۳۱۳۰۹۳ نسبت به شش دانگ یک قطعه زمین با کاربری کشاورزی به مساحت ۲۶۷۶۲ مترمربع انتقالی از مالک رسمی	[334, 563, 632, 639]
notice-item-location: املاک متقاضیان واقع در قریه سیاورز پلاک ۴۸ اصلی بخش ۳	[23, 888, 321, 923]
notice-item-text: فرعی آسیه اکبری توبن به کد ملی ۲۲۱۸۶۹۶۸۴۳ نسبت به شش دانگ یک قطعه زمین با کاربری کشاورزی به مساحت ۱۳۳۳۴۸ مترمربع انتقالی از مالک رسمی	[645, 1354, 942, 1410]
notice-item-text: فرعی زهرا علی پناه به کد ملی ۰۰۵۱۱۱۴۸۸۵ نسبت به شش دانگ یک قطعه زمین با کاربری کشاورزی به مساحت ۲۲۳۱۵ مترمربع انتقالی از مالک رسمی	[645, 1517, 942, 1572]
notice-item-number: ۲	[935, 603, 943, 618]
notice-title: آگهی قانون تعیین تکلیف وضعیت ثبتی اراضی و ساختمان های فاقد سند رسمی حوزه ثبتی تنکابن	[66, 365, 900, 385]
notice-item-text: فرعی منوچهر تاتینا به کد ملی ۲۲۱۸۰۷۴۷۶۱ نسبت به شش دانگ یک قطعه زمین با کاربری کشاورزی به مساحت ۲۴۲۱۶۸ مترمربع انتقالی از مالک رسمی	[645, 624, 942, 679]
notice-item-location: املاک متقاضیان واقع در قریه جن بن پلاک ۵۳ اصلی بخش ۳	[645, 847, 942, 882]
notice-item-number: ۱۸	[618, 563, 632, 578]
notice-item-text: فرعی هادی ملا ابراهیمی به کد ملی ۰۰۵۱۹۹۷۷۸۱ نسبت به شش دانگ یک قطعه زمین با کاربری کشاورزی به مساحت ۲۲۹۶۵ مترمربع انتقالی از مالک رسمی	[645, 949, 942, 1004]
notice-item-text: فرعی سولماز ناطقی گرگری به کد ملی ۰۰۱۳۸۴۷۵۸۹ نسبت به شش دانگ یک قطعه زمین با کاربری کشاورزی به مساحت ۳۰۹۸۵ مترمربع انتقالی از مالک رسمی	[23, 989, 321, 1045]
ad-power-tender	[324, 86, 640, 222]
notice-item: ۱۳. املاک متقاضیان واقع در قریه شهید آباد پلاک ۳۷ اصلی بخش ۳ ... فرعی زهرا علی پناه به کد ملی ۰۰۵۱۱۱۴۸۸۵ نسبت به شش دانگ یک قطعه زمین با کاربری کشاورزی به مساحت ۲۲۳۱۵ مترمربع انتقالی از مالک رسمی	[645, 1497, 942, 1572]
ad-title: آگهی موضوع ماده ۳ قانون و ماده ۱۳ آئین نامه قانون تعیین تکلیف وضعیت ثبتی اراضی و ساختمانهای فاقد سند رسمی	[34, 235, 296, 256]
notice-column-right	[645, 398, 943, 1735]
notice-item-location: املاک متقاضیان واقع در قریه سیاورز پلاک ۴۸ اصلی بخش ۳	[334, 644, 632, 679]
notice-item-location: املاک متقاضیان واقع در قریه تمشکل پلاک ۲۸ اصلی بخش ۳	[645, 1172, 942, 1207]
notice-item-text: فرعی سید ابوالقاسم معافی مدنی به کد ملی ۲۲۱۹۳۴۵۴۶۷ نسبت به شش دانگ یک قطعه زمین با کاربری کشاورزی به مساحت ۴۶۵۰۴ مترمربع انتقالی از مالک رسمی	[334, 1395, 632, 1451]
notice-item: ۲۰. املاک متقاضیان واقع در قریه سیاورز پلاک ۴۸ اصلی بخش ۳ ... فرعی سیده سکینه معافی مدنی به کد ملی ۲۲۱۸۱۴۱۰۰۰ نسبت به شش دانگ یک قطعه زمین با کاربری کشاورزی به مساحت ۲۰۶۱۴ مترمربع انتقالی از مالک رسمی	[334, 725, 632, 801]
notice-item: ۶. املاک متقاضیان واقع در قریه جن بن پلاک ۵۳ اصلی بخش ۳ ... فرعی هادی ملا ابراهیمی به کد ملی ۰۰۵۱۹۹۷۷۸۱ نسبت به شش دانگ یک قطعه زمین با کاربری کشاورزی به مساحت ۲۲۹۶۵ مترمربع انتقالی از مالک رسمی	[645, 928, 942, 1004]
ad-title: آگهی موضوع ماده ۳ و ماده ۱۳ آئین نامه قانون و تکلیف وضعیت ثبتی اراضی و ساختمان های فاقد سند رسمی	[25, 91, 305, 112]
ad-code: ۱۹۰۸۱۰	[658, 327, 678, 334]
notice-item-text: فرعی سید حبیب اله معافی مدنی به کد ملی ۲۲۱۸۱۴۳۱۲۰ نسبت به شش دانگ یک قطعه زمین با کاربری کشاورزی به مساحت ۲۵۹۴۴ مترمربع انتقالی از مالک رسمی	[23, 421, 321, 476]
signer-title: معاون مدیرکل و سرپرست اسناد و املاک تنکابن	[23, 1748, 305, 1763]
notice-item-location: املاک متقاضیان واقع در قریه تازه آباد پلاک ۲۹ اصلی بخش ۳	[334, 401, 632, 436]
notice-item: ۳۶. املاک متقاضیان واقع در قریه سیاورز پلاک ۴۸ اصلی بخش ۳ ... فرعی بابک کبریائی به کد ملی ۰۰۵۴۶۹۷۵۴۹ نسبت به شش دانگ یک قطعه زمین با کاربری کشاورزی به مساحت ۱۱۴۸۸۱ مترمربع انتقالی از مالک رسمی	[23, 806, 321, 882]
notice-item-number: ۹	[935, 1172, 942, 1187]
notice-item-number: ۱۹	[618, 644, 632, 659]
notice-item-number: ۱۷	[618, 482, 632, 497]
notice-item: ۳۷. املاک متقاضیان واقع در قریه سیاورز پلاک ۴۸ اصلی بخش ۳ ... فرعی بهرام مقیمی الموتی به کد ملی ۴۳۱۰۰۰۱۲۶۲ نسبت به شش دانگ یک قطعه زمین با کاربری کشاورزی به مساحت ۱۸۶۵۶ مترمربع انتقالی از مالک رسمی	[23, 888, 321, 964]
notice-item-text: فرعی سید جواد معافی مدنی به کد ملی ۰۰۷۸۱۴۸۲۹۴ نسبت به شش دانگ یک قطعه زمین با کاربری کشاورزی به مساحت ۱۵۸۲۴۵ مترمربع انتقالی از مالک رسمی	[23, 664, 321, 720]
notice-item: ۴. املاک متقاضیان واقع در قریه جن بن پلاک ۵۳ اصلی بخش ۳ ... فرعی سید حسین میری نژاد به کد ملی ۰۰۳۲۹۴۴۱۲۸ نسبت به شش دانگ یک قطعه زمین با کاربری کشاورزی به مساحت ۲۹۶۳۴ مترمربع انتقالی از مالک رسمی	[645, 766, 942, 842]
notice-item: ۳۹. املاک متقاضیان واقع در قریه سیاورز پلاک ۴۸ اصلی بخش ۳ ... فرعی ناهید منصوری به کد ملی ۲۲۱۸۶۵۹۰۷۷ نسبت به شش دانگ یک قطعه زمین با کاربری کشاورزی به مساحت ۱۵۱۱۲۶ مترمربع انتقالی از مالک رسمی	[23, 1050, 321, 1126]
notice-columns	[23, 398, 943, 1763]
notice-item-number: ۴۰	[308, 1131, 321, 1146]
notice-item-text: فرعی سیده هانیه معافی مدنی به کد ملی ۲۲۱۹۳۱۷۲۱۱ نسبت به شش دانگ یک قطعه زمین با کاربری کشاورزی به مساحت ۲۳۷۳۶ مترمربع انتقالی از مالک رسمی	[334, 827, 632, 882]
